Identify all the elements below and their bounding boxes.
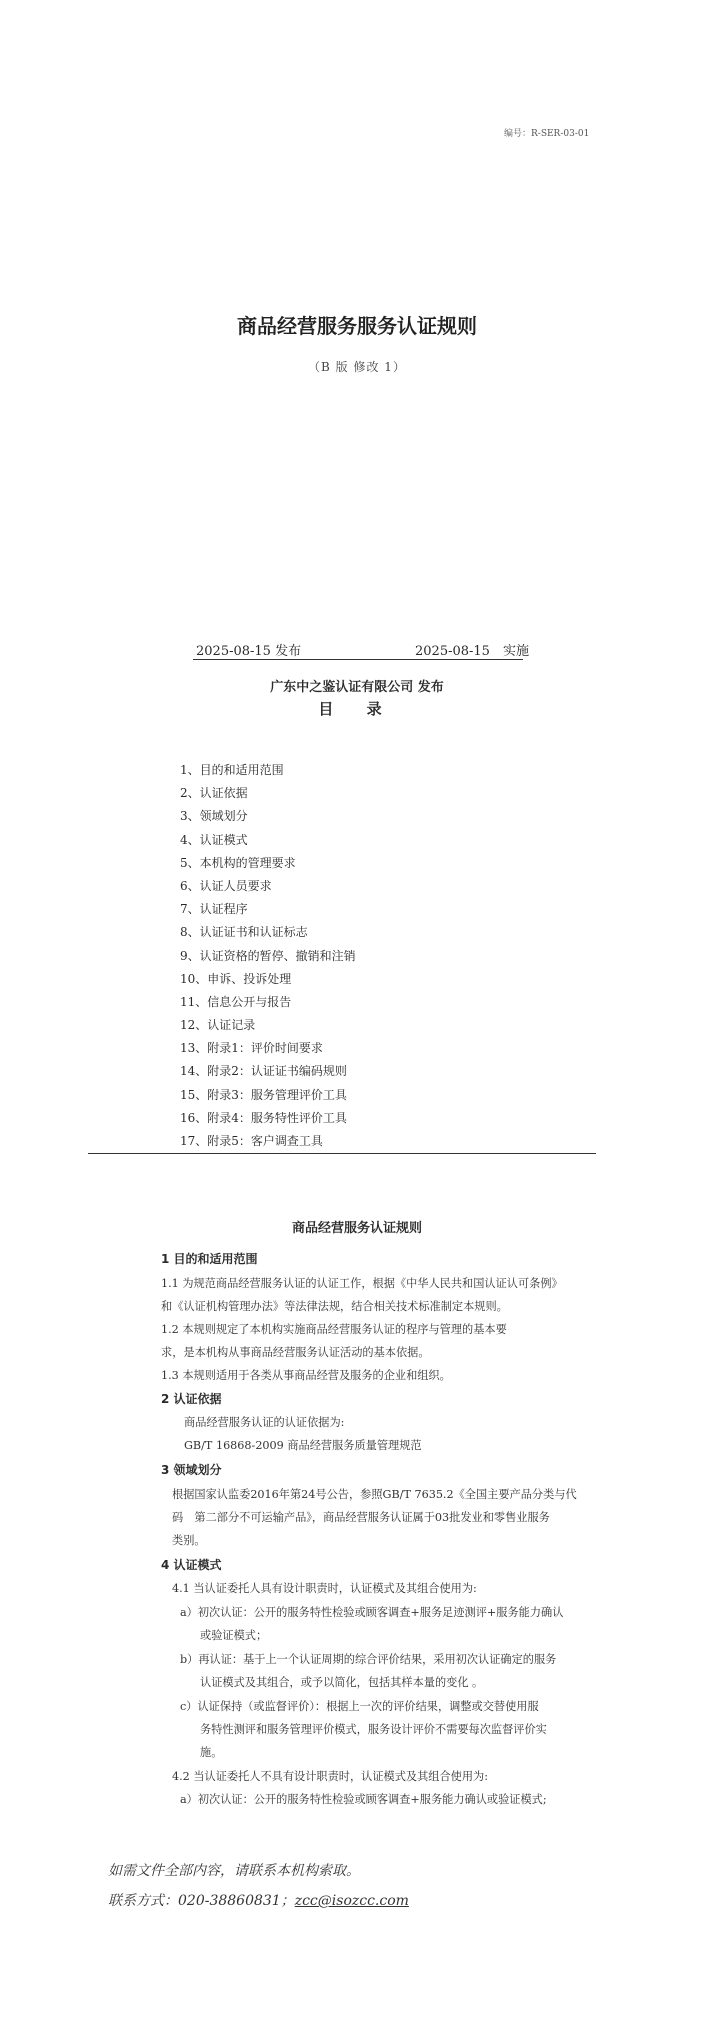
section-4-1: 4.1 当认证委托人具有设计职责时，认证模式及其组合使用为: [172,1582,477,1595]
section-4-heading: 4 认证模式 [161,1558,222,1572]
section-3-heading: 3 领域划分 [161,1463,222,1477]
section-4-2: 4.2 当认证委托人不具有设计职责时，认证模式及其组合使用为: [172,1770,488,1783]
document-version: （B 版 修改 1） [308,360,406,374]
section-3-line-3: 类别。 [172,1534,206,1547]
toc-item: 6、认证人员要求 [180,878,272,893]
section-4-2-a: a）初次认证：公开的服务特性检验或顾客调查+服务能力确认或验证模式; [180,1793,547,1806]
publish-date: 2025-08-15 发布 [196,644,302,659]
section-1-paragraph-2-line-1: 1.2 本规则规定了本机构实施商品经营服务认证的程序与管理的基本要 [161,1323,507,1336]
document-title: 商品经营服务服务认证规则 [237,314,477,338]
section-2-standard: GB/T 16868-2009 商品经营服务质量管理规范 [184,1439,422,1452]
publisher: 广东中之鉴认证有限公司 发布 [270,680,444,695]
footer-contact [108,1890,409,1910]
section-4-1-b-line-2: 认证模式及其组合，或予以简化，包括其样本量的变化 。 [200,1676,484,1689]
section-4-1-b-line-1: b）再认证：基于上一个认证周期的综合评价结果，采用初次认证确定的服务 [180,1653,557,1666]
toc-item: 16、附录4：服务特性评价工具 [180,1110,347,1125]
section-2-paragraph-1: 商品经营服务认证的认证依据为: [184,1416,345,1429]
toc-item: 12、认证记录 [180,1018,256,1033]
date-divider [193,659,523,660]
section-4-1-c-line-1: c）认证保持（或监督评价）：根据上一次的评价结果，调整或交替使用服 [180,1700,539,1713]
footer-note: 如需文件全部内容，请联系本机构索取。 [108,1863,360,1879]
toc-divider [88,1153,596,1154]
section-1-paragraph-2-line-2: 求，是本机构从事商品经营服务认证活动的基本依据。 [161,1346,430,1359]
section-4-1-a-line-1: a）初次认证：公开的服务特性检验或顾客调查+服务足迹测评+服务能力确认 [180,1606,564,1619]
footer-contact-phone: 联系方式：020-38860831； [108,1893,295,1909]
toc-title: 目 录 [318,700,396,718]
section-2-heading: 2 认证依据 [161,1392,222,1406]
toc-item: 17、附录5：客户调查工具 [180,1134,323,1148]
toc-item: 2、认证依据 [180,786,248,801]
toc-item: 11、信息公开与报告 [180,994,292,1009]
toc-item: 7、认证程序 [180,902,248,917]
section-1-paragraph-3: 1.3 本规则适用于各类从事商品经营及服务的企业和组织。 [161,1369,451,1382]
toc-item: 14、附录2：认证证书编码规则 [180,1064,347,1079]
section-1-paragraph-1-line-2: 和《认证机构管理办法》等法律法规，结合相关技术标准制定本规则。 [161,1300,508,1313]
toc-item: 1、目的和适用范围 [180,763,284,777]
section-1-heading: 1 目的和适用范围 [161,1252,258,1266]
section-3-line-2: 码 第二部分不可运输产品》，商品经营服务认证属于03批发业和零售业服务 [172,1511,550,1524]
table-of-contents [180,762,356,1156]
footer-email-link[interactable]: zcc@isozcc.com [294,1893,409,1909]
section-3-line-1: 根据国家认监委2016年第24号公告，参照GB/T 7635.2《全国主要产品分类与代 [172,1488,577,1501]
section-1-paragraph-1-line-1: 1.1 为规范商品经营服务认证的认证工作，根据《中华人民共和国认证认可条例》 [161,1277,563,1290]
implement-date: 2025-08-15 实施 [415,644,529,659]
section-4-1-a-line-2: 或验证模式； [200,1629,268,1642]
toc-item: 15、附录3：服务管理评价工具 [180,1087,347,1102]
document-number: 编号：R-SER-03-01 [504,129,590,139]
section-4-1-c-line-2: 务特性测评和服务管理评价模式，服务设计评价不需要每次监督评价实 [200,1723,547,1736]
toc-item: 3、领域划分 [180,809,248,824]
section-4-1-c-line-3: 施。 [200,1746,223,1759]
toc-item: 5、本机构的管理要求 [180,855,296,870]
toc-item: 4、认证模式 [180,832,248,847]
body-title: 商品经营服务认证规则 [291,1221,422,1236]
toc-item: 10、申诉、投诉处理 [180,971,292,986]
toc-item: 8、认证证书和认证标志 [180,925,308,940]
toc-item: 9、认证资格的暂停、撤销和注销 [180,948,356,963]
toc-item: 13、附录1：评价时间要求 [180,1041,323,1056]
